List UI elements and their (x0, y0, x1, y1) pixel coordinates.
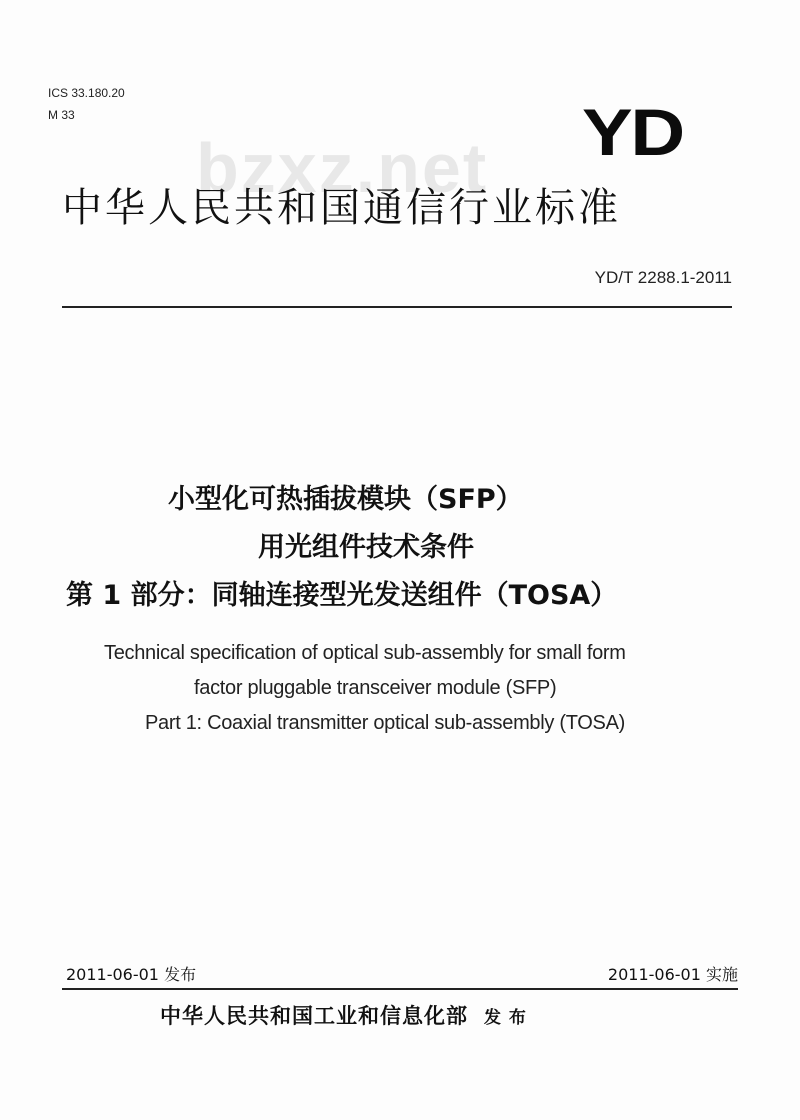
chinese-title-line-2: 用光组件技术条件 (258, 532, 474, 563)
standard-number: YD/T 2288.1-2011 (594, 268, 732, 287)
issue-date: 2011-06-01 发布 (66, 965, 197, 984)
classification-codes (48, 82, 125, 126)
chinese-title-line-1: 小型化可热插拔模块（SFP） (168, 484, 523, 515)
top-divider (62, 306, 732, 308)
ics-code: ICS 33.180.20 (48, 86, 125, 100)
bottom-divider (62, 988, 738, 990)
chinese-title (0, 476, 800, 620)
english-title-line-2: factor pluggable transceiver module (SFP) (194, 677, 557, 699)
ccs-code: M 33 (48, 108, 75, 122)
watermark: bzxz.net (196, 129, 489, 207)
chinese-title-line-3: 第 1 部分：同轴连接型光发送组件（TOSA） (66, 580, 618, 611)
implementation-date: 2011-06-01 实施 (607, 965, 738, 984)
english-title (0, 636, 800, 741)
issuer-name: 中华人民共和国工业和信息化部 (160, 1004, 468, 1028)
issuer (160, 1000, 527, 1030)
standard-title: 中华人民共和国通信行业标准 (62, 185, 621, 231)
issuer-suffix: 发 布 (484, 1008, 527, 1028)
english-title-line-3: Part 1: Coaxial transmitter optical sub-assembly (TOSA) (145, 712, 625, 734)
english-title-line-1: Technical specification of optical sub-assembly for small form (104, 642, 626, 664)
yd-logo: YD (582, 95, 683, 169)
